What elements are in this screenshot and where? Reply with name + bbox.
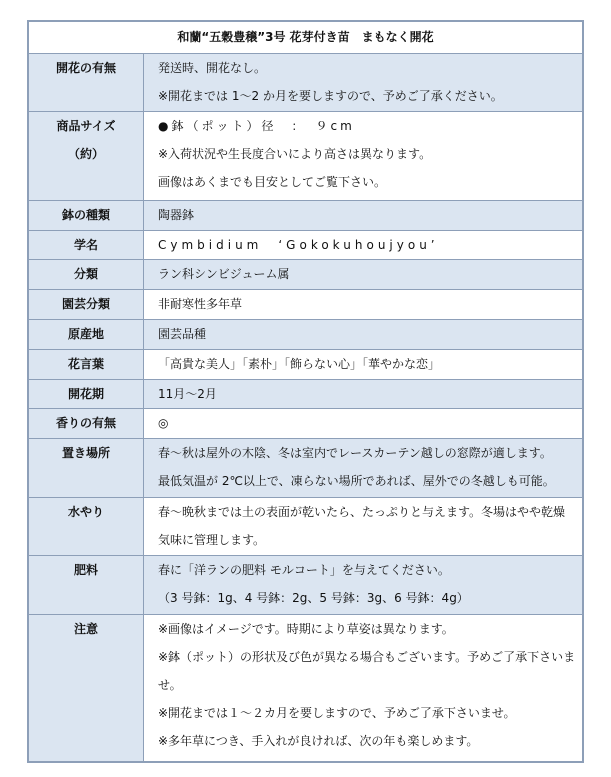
label-flowering: 開花の有無 [29,53,144,112]
row-classification [29,260,583,290]
row-notes [29,614,583,761]
value-notes: ※画像はイメージです。時期により草姿は異なります。 ※鉢（ポット）の形状及び色が異なる場合もございます。予めご了承下さいませ。 ※開花までは１～２カ月を要しますので、予めご了承下さいませ。 ※多年草につき、手入れが良ければ、次の年も楽しめます。 [144,614,583,761]
value-classification: ラン科シンビジューム属 [144,260,583,290]
value-fertilizer: 春に「洋ランの肥料 モルコート」を与えてください。 （3 号鉢：1g、4 号鉢：2g、5 号鉢：3g、6 号鉢：4g） [144,556,583,615]
label-watering: 水やり [29,497,144,556]
label-flowering-season: 開花期 [29,379,144,409]
row-fragrance [29,409,583,439]
row-pot-type [29,200,583,230]
label-classification: 分類 [29,260,144,290]
value-origin: 園芸品種 [144,320,583,350]
row-flowering [29,53,583,112]
row-placement [29,439,583,498]
label-fragrance: 香りの有無 [29,409,144,439]
row-flower-language [29,349,583,379]
value-fragrance: ◎ [144,409,583,439]
value-garden-classification: 非耐寒性多年草 [144,290,583,320]
value-placement: 春～秋は屋外の木陰、冬は室内でレースカーテン越しの窓際が適します。 最低気温が 2℃以上で、凍らない場所であれば、屋外での冬越しも可能。 [144,439,583,498]
value-scientific-name: Cymbidium ‘Gokokuhoujyou’ [144,230,583,260]
row-garden-classification [29,290,583,320]
row-fertilizer [29,556,583,615]
row-scientific-name [29,230,583,260]
value-watering: 春～晩秋までは土の表面が乾いたら、たっぷりと与えます。冬場はやや乾燥気味に管理します。 [144,497,583,556]
row-flowering-season [29,379,583,409]
product-spec-table-frame [27,20,584,763]
label-garden-classification: 園芸分類 [29,290,144,320]
label-pot-type: 鉢の種類 [29,200,144,230]
value-pot-type: 陶器鉢 [144,200,583,230]
value-flowering-season: 11月～2月 [144,379,583,409]
value-size: ●鉢（ポット）径 ： ９cm ※入荷状況や生長度合いにより高さは異なります。 画像はあくまでも目安としてご覧下さい。 [144,112,583,200]
label-flower-language: 花言葉 [29,349,144,379]
value-flower-language: 「高貴な美人」「素朴」「飾らない心」「華やかな恋」 [144,349,583,379]
row-size [29,112,583,200]
table-title-row [29,22,583,54]
row-watering [29,497,583,556]
value-flowering: 発送時、開花なし。 ※開花までは 1～2 か月を要しますので、予めご了承ください。 [144,53,583,112]
label-placement: 置き場所 [29,439,144,498]
label-notes: 注意 [29,614,144,761]
table-title: 和蘭“五穀豊穣”3号 花芽付き苗 まもなく開花 [29,22,583,54]
product-spec-table [28,21,583,762]
label-scientific-name: 学名 [29,230,144,260]
label-size: 商品サイズ （約） [29,112,144,200]
row-origin [29,320,583,350]
label-origin: 原産地 [29,320,144,350]
label-fertilizer: 肥料 [29,556,144,615]
